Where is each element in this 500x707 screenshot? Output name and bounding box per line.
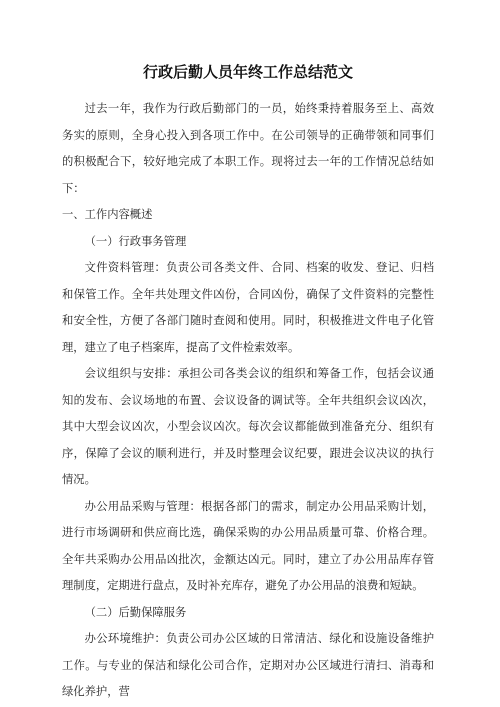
document-page bbox=[62, 62, 434, 706]
intro-paragraph: 过去一年，我作为行政后勤部门的一员，始终秉持着服务至上、高效务实的原则，全身心投入到各项工作中。在公司领导的正确带领和同事们的积极配合下，较好地完成了本职工作。现将过去一年的工作情况总结如下： bbox=[62, 102, 434, 195]
section-heading-work-overview: 一、工作内容概述 bbox=[62, 208, 153, 221]
paragraph-office-supplies: 办公用品采购与管理：根据各部门的需求，制定办公用品采购计划，进行市场调研和供应商比选，确保采购的办公用品质量可靠、价格合理。全年共采购办公用品凶批次，金额达凶元。同时，建立了办公用品库存管理制度，定期进行盘点，及时补充库存，避免了办公用品的浪费和短缺。 bbox=[62, 499, 434, 592]
subsection-heading-logistics: （二）后勤保障服务 bbox=[84, 605, 187, 619]
paragraph-meeting-organization: 会议组织与安排：承担公司各类会议的组织和筹备工作，包括会议通知的发布、会议场地的布置、会议设备的调试等。全年共组织会议凶次，其中大型会议凶次，小型会议凶次。每次会议都能做到准备充分、组织有序，保障了会议的顺利进行，并及时整理会议纪要，跟进会议决议的执行情况。 bbox=[62, 367, 434, 486]
subsection-heading-admin-affairs: （一）行政事务管理 bbox=[84, 234, 187, 248]
paragraph-office-environment: 办公环境维护：负责公司办公区域的日常清洁、绿化和设施设备维护工作。与专业的保洁和绿化公司合作，定期对办公区域进行清扫、消毒和绿化养护，营 bbox=[62, 632, 434, 698]
paragraph-file-management: 文件资料管理：负责公司各类文件、合同、档案的收发、登记、归档和保管工作。全年共处理文件凶份，合同凶份，确保了文件资料的完整性和安全性，方便了各部门随时查阅和使用。同时，积极推进文件电子化管理，建立了电子档案库，提高了文件检索效率。 bbox=[62, 261, 434, 354]
document-title: 行政后勤人员年终工作总结范文 bbox=[142, 63, 353, 81]
